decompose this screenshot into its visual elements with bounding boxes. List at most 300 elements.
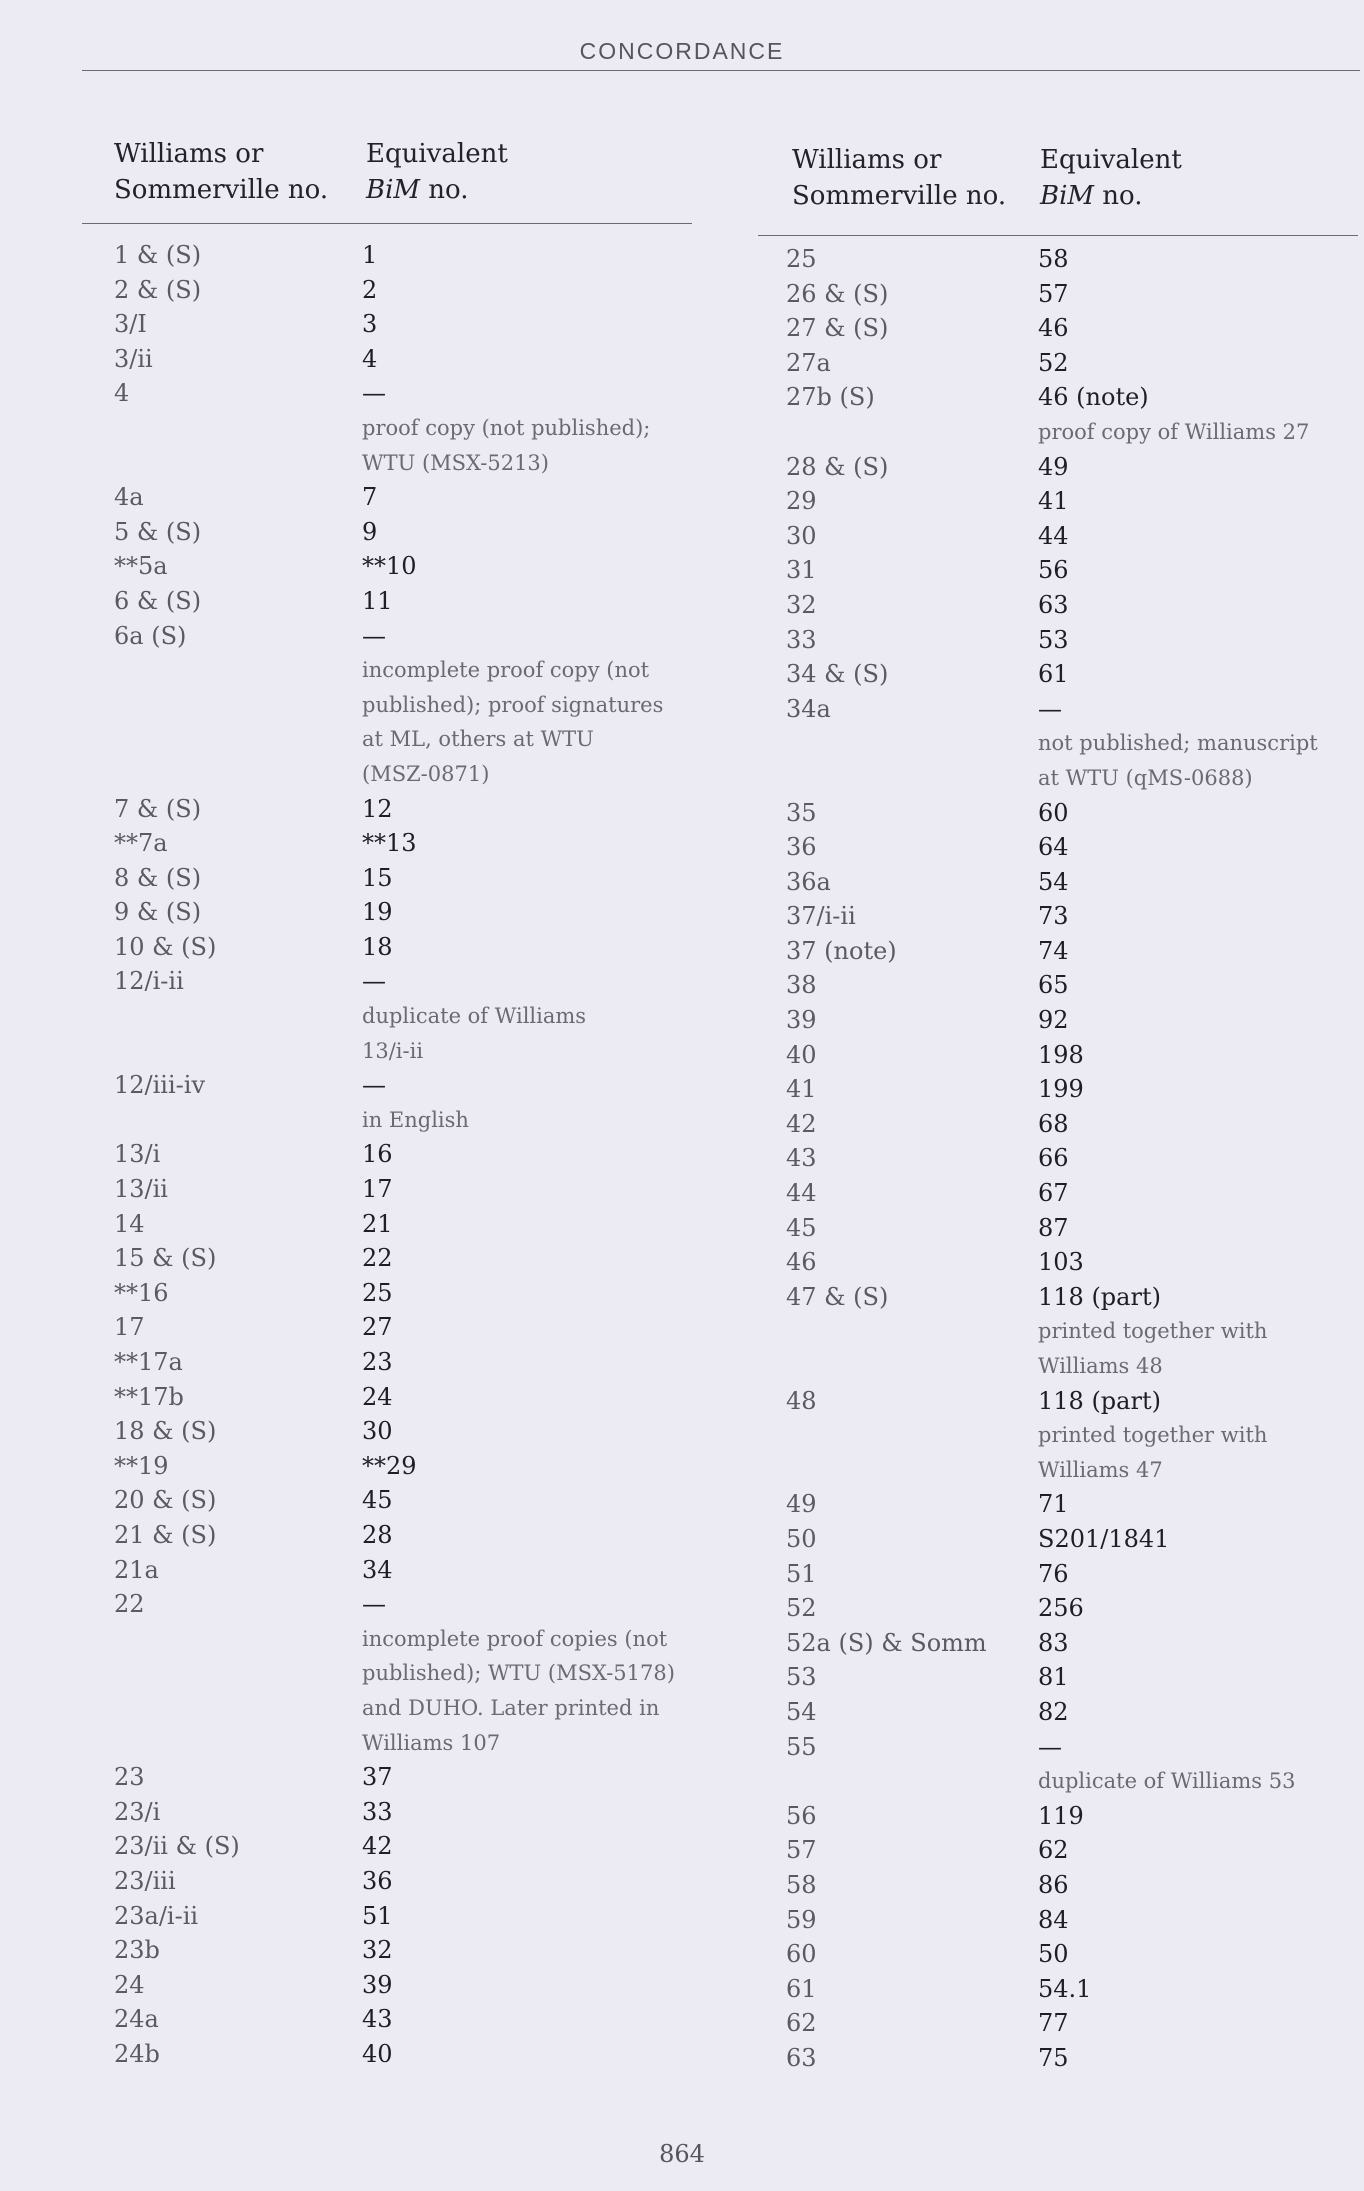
table-row [772,1626,1362,1661]
williams-number: 21a [114,1555,159,1584]
williams-number: 42 [786,1109,817,1138]
note-row [100,446,690,481]
bim-number: 63 [1038,590,1069,619]
bim-number: 73 [1038,902,1069,931]
table-row [772,796,1362,831]
table-row [100,480,690,515]
bim-note: Williams 47 [1038,1457,1163,1482]
table-row [100,1760,690,1795]
bim-number: **29 [362,1451,417,1480]
williams-number: 39 [786,1006,817,1035]
table-row [100,515,690,550]
table-row [772,1903,1362,1938]
williams-number: 35 [786,798,817,827]
bim-note: printed together with [1038,1423,1268,1448]
bim-number: 1 [362,241,378,269]
table-row [772,484,1362,519]
table-row [100,1241,690,1276]
bim-number: 19 [362,898,393,927]
williams-number: 22 [114,1590,145,1619]
table-row [100,342,690,377]
left-rows [100,238,690,2071]
bim-number: 17 [362,1175,393,1204]
bim-note: duplicate of Williams 53 [1038,1769,1296,1794]
bim-number: 65 [1038,971,1069,1000]
bim-number: 256 [1038,1594,1084,1623]
bim-number: 45 [362,1486,393,1515]
bim-note: printed together with [1038,1319,1268,1344]
table-row [100,1483,690,1518]
bim-number: 75 [1038,2043,1069,2072]
williams-number: 17 [114,1313,145,1342]
table-row [100,930,690,965]
bim-note: duplicate of Williams [362,1004,587,1029]
table-row [772,1176,1362,1211]
note-row [100,653,690,688]
bim-number: 52 [1038,348,1069,377]
bim-number: 28 [362,1520,393,1549]
williams-number: 6a (S) [114,621,187,650]
williams-number: 27a [786,348,831,377]
williams-number: 29 [786,487,817,516]
williams-number: 9 & (S) [114,898,202,927]
williams-number: 37 (note) [786,936,897,965]
table-row [772,1522,1362,1557]
bim-number: 119 [1038,1801,1084,1830]
bim-number: 61 [1038,660,1069,689]
williams-number: 46 [786,1248,817,1277]
williams-number: 25 [786,245,817,273]
williams-number: 60 [786,1940,817,1969]
table-row [772,1660,1362,1695]
bim-note: proof copy (not published); [362,415,651,440]
williams-number: 24 [114,1970,145,1999]
table-row [100,1899,690,1934]
williams-number: 53 [786,1663,817,1692]
note-row [772,1764,1362,1799]
bim-number: 198 [1038,1040,1084,1069]
williams-number: 33 [786,625,817,654]
bim-note: WTU (MSX-5213) [362,450,549,475]
bim-note: incomplete proof copy (not [362,658,650,683]
table-row [772,242,1362,277]
bim-number: 62 [1038,1836,1069,1865]
williams-number: 44 [786,1179,817,1208]
table-row [772,934,1362,969]
bim-number: 54 [1038,867,1069,896]
williams-header-line1: Williams or [114,139,264,169]
williams-header-line1: Williams or [792,145,942,175]
table-row [772,1072,1362,1107]
table-row [100,2037,690,2072]
bim-note: proof copy of Williams 27 [1038,419,1310,444]
bim-number: 36 [362,1866,393,1895]
williams-number: 63 [786,2043,817,2072]
bim-number: 74 [1038,936,1069,965]
williams-number: 54 [786,1697,817,1726]
bim-note: not published; manuscript [1038,731,1318,756]
left-column-rule [82,223,692,224]
williams-number: **5a [114,552,168,581]
bim-number: 68 [1038,1109,1069,1138]
header-rule [82,70,1360,71]
williams-number: 32 [786,590,817,619]
bim-number: 51 [362,1901,393,1930]
bim-number: — [362,967,386,996]
bim-number: 34 [362,1555,393,1584]
table-row [100,376,690,411]
williams-number: **17b [114,1382,184,1411]
williams-number: 37/i-ii [786,902,856,931]
bim-italic: BiM [1040,181,1095,211]
williams-number: 13/i [114,1140,161,1169]
table-row [772,1107,1362,1142]
bim-number: 103 [1038,1248,1084,1277]
williams-number: 40 [786,1040,817,1069]
bim-number: 76 [1038,1559,1069,1588]
williams-number: **19 [114,1451,169,1480]
bim-number: — [362,621,386,650]
table-row [772,899,1362,934]
williams-number: 27b (S) [786,383,875,412]
table-row [772,1384,1362,1419]
bim-header-line1: Equivalent [1040,145,1182,175]
williams-number: 48 [786,1386,817,1415]
bim-header-rest: no. [1094,181,1143,211]
table-row [772,2006,1362,2041]
right-rows [772,242,1362,2075]
note-row [772,1349,1362,1384]
williams-number: **17a [114,1348,183,1376]
bim-header-line1: Equivalent [366,139,508,169]
williams-number: 12/i-ii [114,967,184,996]
williams-number: 24a [114,2005,159,2034]
williams-number: 61 [786,1974,817,2003]
bim-number: 50 [1038,1940,1069,1969]
williams-number: 18 & (S) [114,1417,217,1446]
bim-number: 57 [1038,279,1069,308]
bim-number: 86 [1038,1870,1069,1899]
williams-number: 34 & (S) [786,660,889,689]
table-row [100,273,690,308]
bim-number: 49 [1038,452,1069,481]
williams-number: 4a [114,483,144,512]
bim-number: 33 [362,1797,393,1826]
note-row [772,1453,1362,1488]
williams-number: 36 [786,833,817,862]
table-row [100,1587,690,1622]
bim-number: — [362,1071,386,1100]
note-row [100,411,690,446]
table-row [100,619,690,654]
bim-note: incomplete proof copies (not [362,1626,668,1651]
bim-note: published); WTU (MSX-5178) [362,1661,675,1686]
williams-number: 57 [786,1836,817,1865]
bim-number: 58 [1038,245,1069,273]
williams-number: 1 & (S) [114,241,202,269]
bim-number: 56 [1038,556,1069,585]
table-row [100,1380,690,1415]
williams-number: 10 & (S) [114,932,217,961]
bim-number: — [362,1590,386,1619]
bim-number: 18 [362,932,393,961]
williams-number: 45 [786,1213,817,1242]
bim-number: 87 [1038,1213,1069,1242]
table-row [772,519,1362,554]
bim-header [1040,142,1182,214]
bim-header [366,136,508,208]
williams-header [114,136,328,208]
williams-number: 47 & (S) [786,1282,889,1311]
bim-number: 82 [1038,1697,1069,1726]
table-row [772,1833,1362,1868]
bim-number: S201/1841 [1038,1524,1170,1553]
note-row [100,1034,690,1069]
bim-number: 118 (part) [1038,1386,1161,1415]
note-row [100,999,690,1034]
bim-number: — [362,379,386,408]
bim-number: 25 [362,1278,393,1307]
table-row [772,1487,1362,1522]
williams-number: 24b [114,2039,160,2068]
table-row [100,1864,690,1899]
table-row [100,1795,690,1830]
bim-number: 77 [1038,2009,1069,2038]
bim-number: 12 [362,794,393,823]
table-row [100,1137,690,1172]
table-row [772,2041,1362,2076]
note-row [100,1622,690,1657]
bim-number: 44 [1038,521,1069,550]
williams-header-line2: Sommerville no. [792,181,1007,211]
table-row [100,584,690,619]
note-row [772,1314,1362,1349]
williams-number: 5 & (S) [114,517,202,546]
bim-number: 27 [362,1313,393,1342]
table-row [772,657,1362,692]
williams-number: 4 [114,379,130,408]
table-row [100,964,690,999]
williams-number: **7a [114,829,168,858]
bim-italic: BiM [366,175,421,205]
table-row [772,588,1362,623]
bim-number: 39 [362,1970,393,1999]
bim-number: 43 [362,2005,393,2034]
note-row [100,1656,690,1691]
bim-number: 42 [362,1832,393,1861]
table-row [100,1310,690,1345]
williams-number: 38 [786,971,817,1000]
note-row [100,757,690,792]
williams-number: 23 [114,1763,145,1792]
bim-number: 7 [362,483,378,512]
williams-number: 31 [786,556,817,585]
table-row [100,549,690,584]
williams-number: 15 & (S) [114,1244,217,1273]
williams-header [792,142,1006,214]
bim-number: 71 [1038,1490,1069,1519]
table-row [772,623,1362,658]
bim-number: 46 [1038,314,1069,343]
bim-header-line2 [366,172,508,208]
bim-number: 24 [362,1382,393,1411]
table-row [772,1141,1362,1176]
bim-number: 54.1 [1038,1974,1092,2003]
table-row [772,1591,1362,1626]
williams-number: 23/i [114,1797,161,1826]
table-row [772,380,1362,415]
williams-number: 55 [786,1732,817,1761]
williams-number: 27 & (S) [786,314,889,343]
bim-note: Williams 48 [1038,1354,1163,1378]
table-row [100,1933,690,1968]
bim-header-line2 [1040,178,1182,214]
bim-note: and DUHO. Later printed in [362,1695,660,1720]
bim-number: 64 [1038,833,1069,862]
table-row [100,1345,690,1380]
williams-number: 30 [786,521,817,550]
table-row [772,277,1362,312]
table-row [100,1276,690,1311]
williams-number: 12/iii-iv [114,1071,205,1100]
table-row [100,1207,690,1242]
table-row [772,1280,1362,1315]
williams-number: 52a (S) & Somm [786,1628,987,1657]
table-row [100,1518,690,1553]
bim-number: — [1038,1732,1062,1761]
bim-number: 21 [362,1209,393,1238]
bim-number: 16 [362,1140,393,1169]
bim-number: 15 [362,863,393,892]
bim-number: 37 [362,1763,393,1792]
bim-number: 92 [1038,1006,1069,1035]
table-row [772,1038,1362,1073]
note-row [100,688,690,723]
williams-number: 36a [786,867,831,896]
table-row [100,1414,690,1449]
table-row [772,1245,1362,1280]
note-row [772,415,1362,450]
williams-number: 50 [786,1524,817,1553]
note-row [100,722,690,757]
table-row [772,346,1362,381]
bim-number: 23 [362,1348,393,1376]
williams-number: 23a/i-ii [114,1901,199,1930]
williams-number: 49 [786,1490,817,1519]
table-row [772,1972,1362,2007]
table-row [100,238,690,273]
page-number: 864 [659,2140,705,2168]
table-row [100,1829,690,1864]
williams-number: 26 & (S) [786,279,889,308]
table-row [100,792,690,827]
bim-number: 30 [362,1417,393,1446]
williams-number: 41 [786,1075,817,1104]
bim-note: (MSZ-0871) [362,761,490,786]
williams-number: 3/I [114,310,147,339]
williams-number: 23/iii [114,1866,176,1895]
bim-number: 11 [362,586,393,615]
table-row [772,450,1362,485]
williams-number: 3/ii [114,344,153,373]
williams-number: 43 [786,1144,817,1173]
table-row [772,865,1362,900]
williams-number: 52 [786,1594,817,1623]
bim-number: 81 [1038,1663,1069,1692]
bim-number: 67 [1038,1179,1069,1208]
table-row [772,1799,1362,1834]
williams-number: 7 & (S) [114,794,202,823]
williams-number: 28 & (S) [786,452,889,481]
bim-number: 66 [1038,1144,1069,1173]
table-row [772,553,1362,588]
bim-note: in English [362,1107,469,1132]
williams-number: 23/ii & (S) [114,1832,240,1861]
note-row [772,726,1362,761]
williams-number: 51 [786,1559,817,1588]
table-row [100,307,690,342]
bim-number: 83 [1038,1628,1069,1657]
table-row [100,1068,690,1103]
table-row [772,1868,1362,1903]
bim-number: 60 [1038,798,1069,827]
williams-number: 62 [786,2009,817,2038]
bim-note: 13/i-ii [362,1038,424,1063]
table-row [772,1730,1362,1765]
bim-number: 46 (note) [1038,383,1149,412]
table-row [772,830,1362,865]
bim-number: 118 (part) [1038,1282,1161,1311]
table-row [772,1557,1362,1592]
williams-number: 20 & (S) [114,1486,217,1515]
bim-number: — [1038,694,1062,723]
table-row [100,861,690,896]
table-row [772,1211,1362,1246]
bim-number: 199 [1038,1075,1084,1104]
williams-number: **16 [114,1278,169,1307]
williams-number: 23b [114,1936,160,1965]
bim-number: 41 [1038,487,1069,516]
table-row [772,968,1362,1003]
bim-number: 2 [362,275,378,304]
williams-header-line2: Sommerville no. [114,175,329,205]
note-row [772,1418,1362,1453]
table-row [100,1553,690,1588]
table-row [772,311,1362,346]
note-row [100,1691,690,1726]
note-row [100,1103,690,1138]
williams-number: 2 & (S) [114,275,202,304]
table-row [100,895,690,930]
note-row [100,1726,690,1761]
williams-number: 34a [786,694,831,723]
table-row [100,826,690,861]
williams-number: 6 & (S) [114,586,202,615]
bim-number: 32 [362,1936,393,1965]
bim-number: 4 [362,344,378,373]
table-row [100,1449,690,1484]
table-row [772,1003,1362,1038]
table-row [772,1695,1362,1730]
bim-number: 84 [1038,1905,1069,1934]
table-row [100,1172,690,1207]
bim-note: published); proof signatures [362,692,664,717]
bim-note: at WTU (qMS-0688) [1038,765,1253,790]
bim-number: 3 [362,310,378,339]
williams-number: 14 [114,1209,145,1238]
table-row [100,1968,690,2003]
bim-note: at ML, others at WTU [362,727,594,752]
